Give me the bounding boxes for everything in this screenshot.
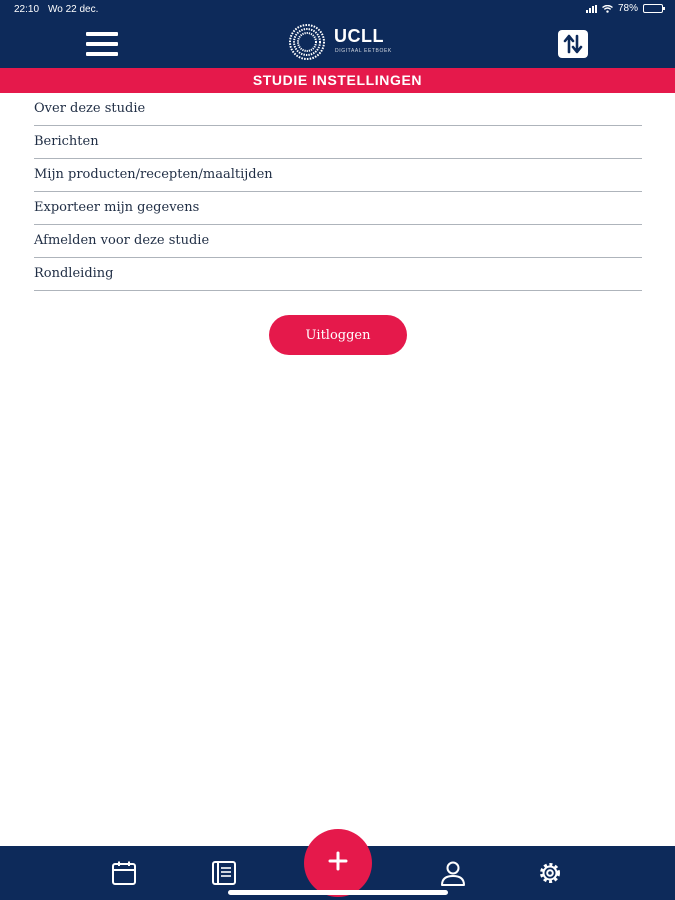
ucll-logo-mark-icon	[289, 24, 325, 60]
status-date: Wo 22 dec.	[48, 4, 99, 15]
menu-item-afmelden-studie[interactable]: Afmelden voor deze studie	[34, 225, 642, 258]
logo-text: UCLL	[334, 26, 384, 46]
battery-icon	[643, 4, 663, 13]
calendar-icon[interactable]	[110, 859, 138, 887]
settings-menu-list	[34, 93, 642, 291]
status-indicators	[586, 3, 663, 14]
status-time: 22:10	[14, 4, 40, 15]
cellular-signal-icon	[586, 5, 597, 13]
top-bar	[0, 0, 675, 68]
menu-item-exporteer-gegevens[interactable]: Exporteer mijn gegevens	[34, 192, 642, 225]
menu-item-over-deze-studie[interactable]: Over deze studie	[34, 93, 642, 126]
journal-icon[interactable]	[210, 859, 238, 887]
battery-percentage: 78%	[617, 3, 638, 14]
menu-item-berichten[interactable]: Berichten	[34, 126, 642, 159]
add-icon	[304, 829, 372, 897]
hamburger-menu-icon[interactable]	[86, 30, 118, 58]
section-title: STUDIE INSTELLINGEN	[0, 68, 675, 93]
ucll-logo	[289, 24, 392, 60]
logo-subtitle: DIGITAAL EETBOEK	[335, 48, 392, 54]
settings-icon[interactable]	[536, 859, 564, 887]
profile-icon[interactable]	[439, 859, 467, 887]
logout-button[interactable]: Uitloggen	[269, 315, 407, 355]
sort-arrows-icon[interactable]	[558, 30, 588, 58]
wifi-icon	[602, 5, 613, 13]
menu-item-rondleiding[interactable]: Rondleiding	[34, 258, 642, 291]
menu-item-mijn-producten[interactable]: Mijn producten/recepten/maaltijden	[34, 159, 642, 192]
add-entry-button[interactable]	[304, 829, 372, 897]
home-indicator[interactable]	[228, 890, 448, 895]
